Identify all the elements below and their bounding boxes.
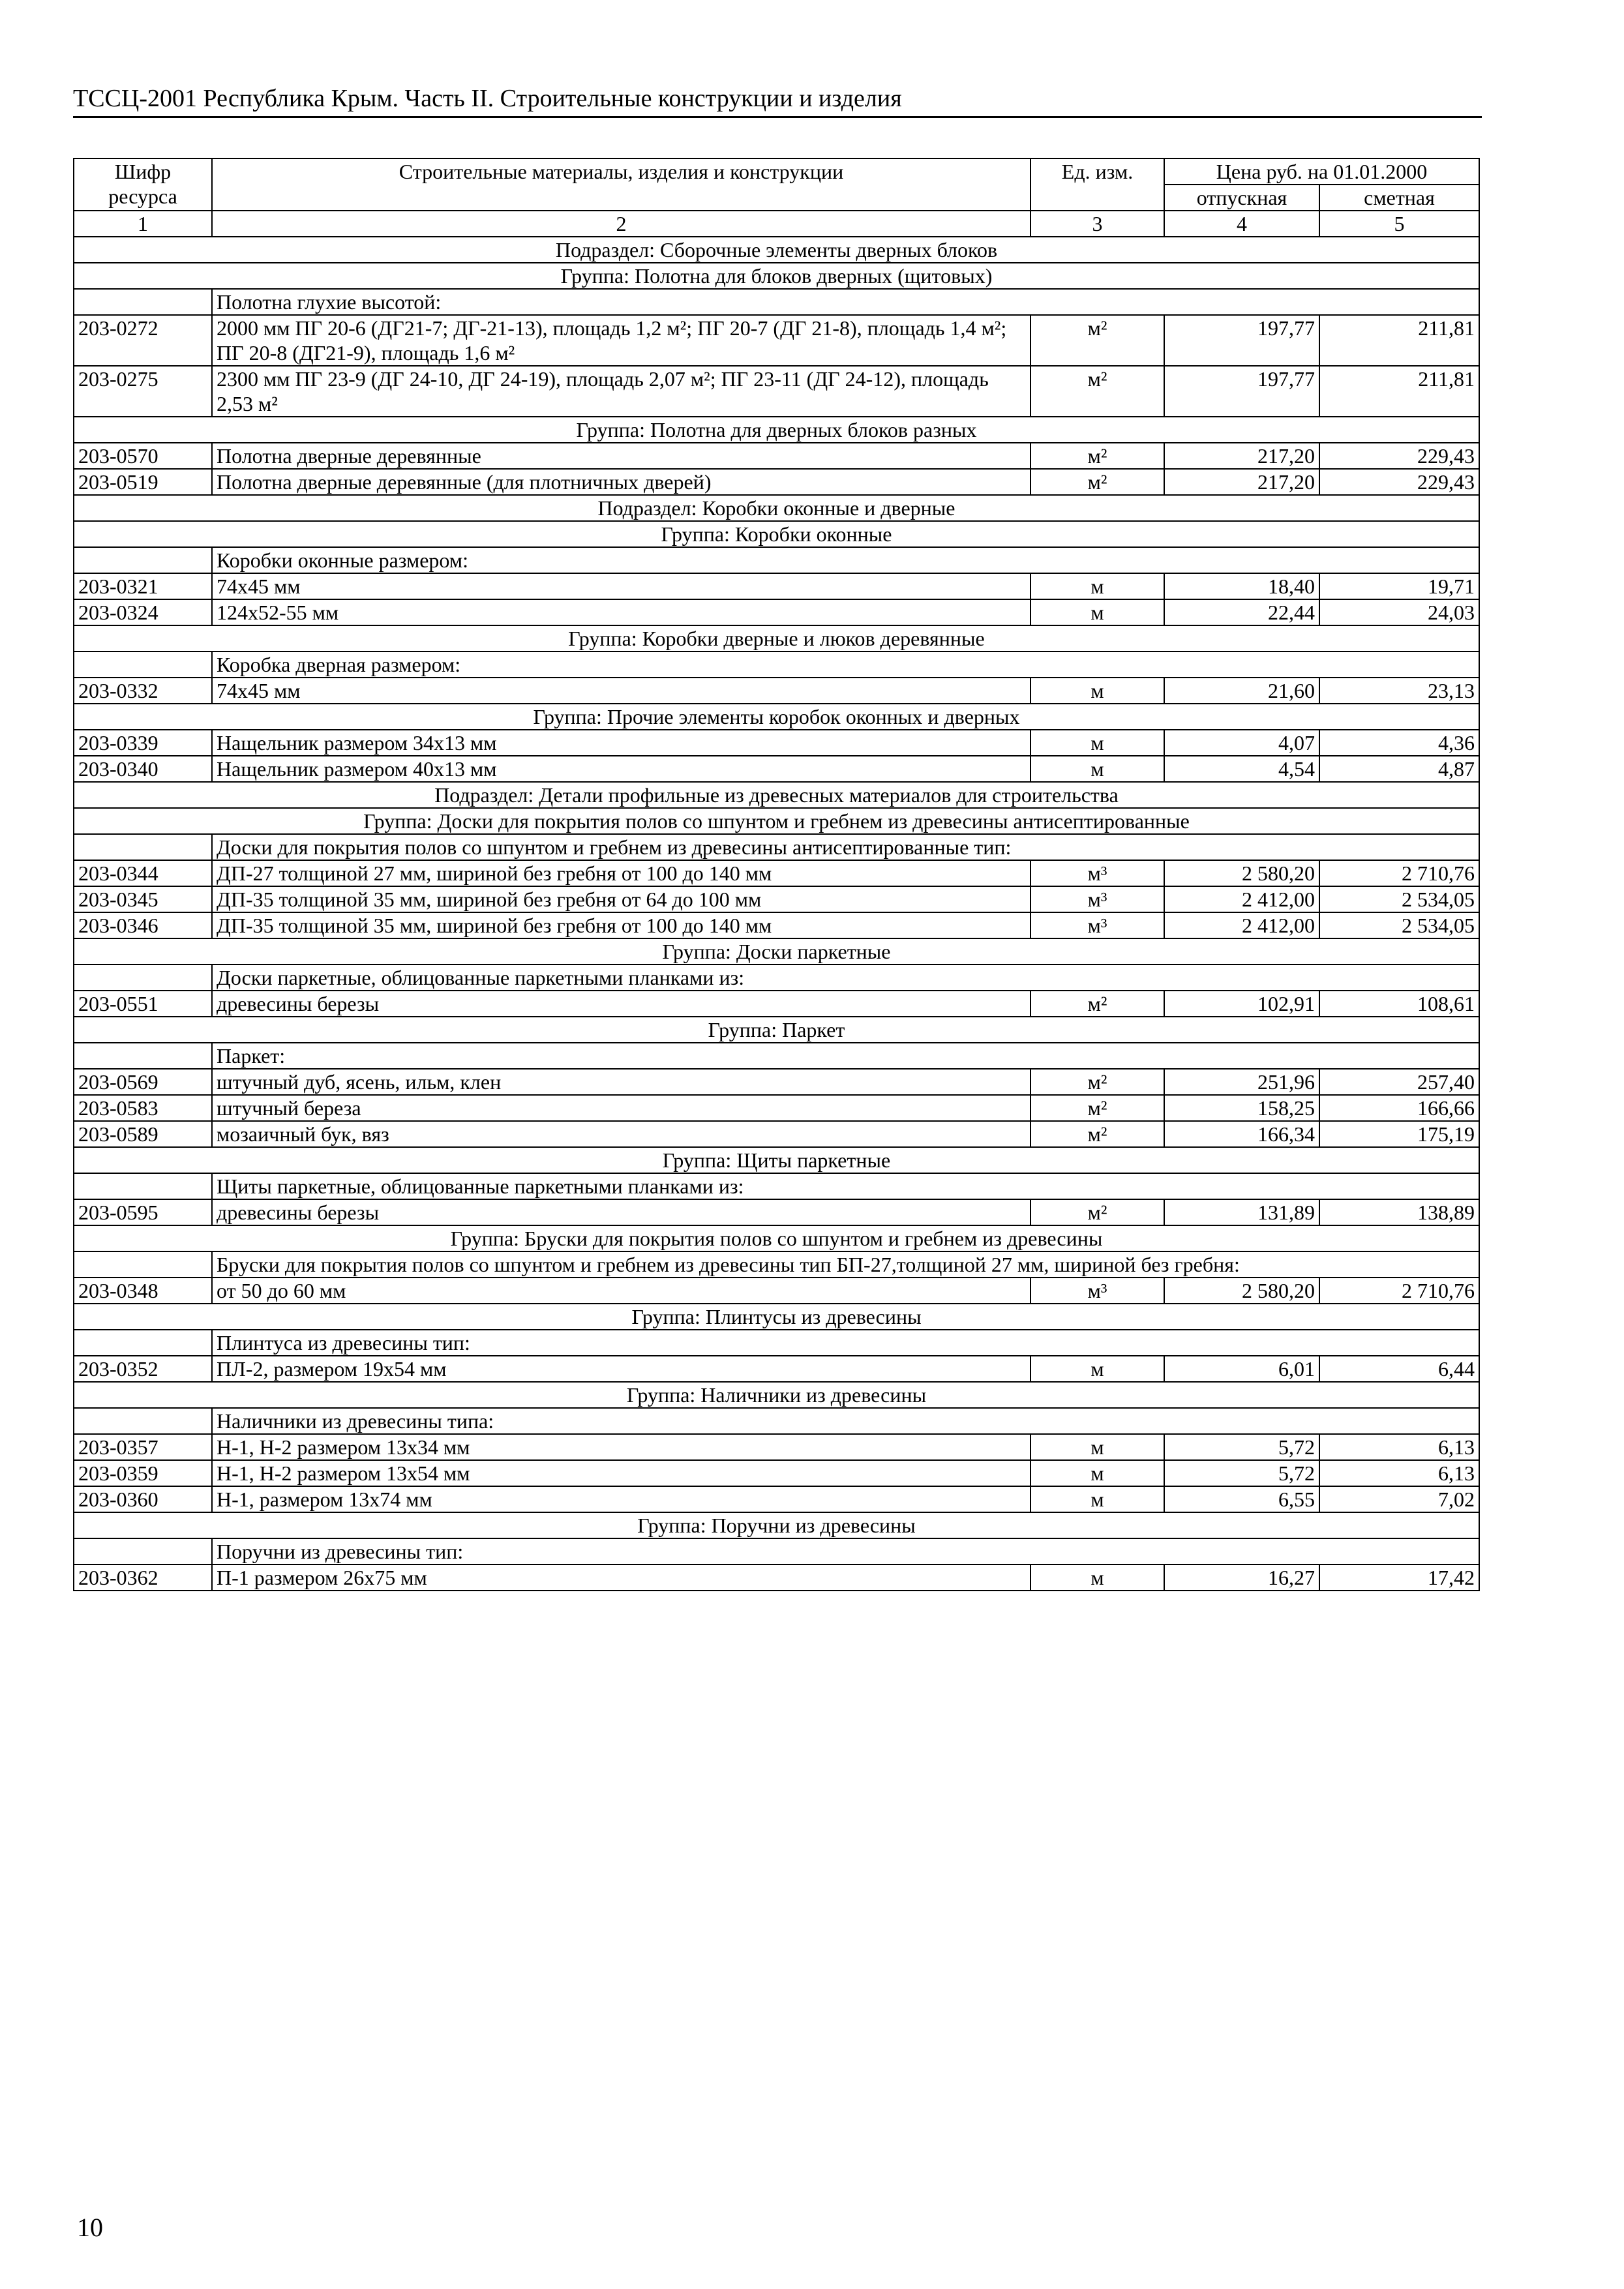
group-row — [74, 417, 1479, 443]
table-row — [74, 1486, 1479, 1512]
item-name: 2000 мм ПГ 20-6 (ДГ21-7; ДГ-21-13), площадь 1,2 м²; ПГ 20-7 (ДГ 21-8), площадь 1,4 м²; ПГ 20-8 (ДГ21-9), площадь 1,6 м² — [212, 315, 1030, 366]
table-row — [74, 678, 1479, 704]
group-row — [74, 1304, 1479, 1330]
table-row — [74, 599, 1479, 625]
resource-code: 203-0348 — [74, 1278, 212, 1304]
group-title: Группа: Паркет — [74, 1017, 1479, 1043]
estimate-price: 23,13 — [1319, 678, 1479, 704]
intro-text: Плинтуса из древесины тип: — [212, 1330, 1479, 1356]
estimate-price: 19,71 — [1319, 573, 1479, 599]
page-header-title: ТССЦ-2001 Республика Крым. Часть II. Строительные конструкции и изделия — [73, 83, 1482, 118]
release-price: 217,20 — [1164, 443, 1319, 469]
intro-text: Коробка дверная размером: — [212, 651, 1479, 678]
table-row — [74, 1564, 1479, 1591]
table-row — [74, 756, 1479, 782]
column-number: 3 — [1030, 211, 1164, 237]
unit-cell: м² — [1030, 315, 1164, 366]
item-name: Н-1, размером 13х74 мм — [212, 1486, 1030, 1512]
estimate-price: 2 534,05 — [1319, 912, 1479, 938]
unit-cell: м² — [1030, 1121, 1164, 1147]
resource-code: 203-0360 — [74, 1486, 212, 1512]
subsection-title: Подраздел: Детали профильные из древесных материалов для строительства — [74, 782, 1479, 808]
item-name: древесины березы — [212, 1199, 1030, 1225]
group-row — [74, 1225, 1479, 1251]
resource-code: 203-0359 — [74, 1460, 212, 1486]
item-name: ДП-35 толщиной 35 мм, шириной без гребня от 64 до 100 мм — [212, 886, 1030, 912]
unit-cell: м³ — [1030, 886, 1164, 912]
resource-code: 203-0272 — [74, 315, 212, 366]
intro-text: Полотна глухие высотой: — [212, 289, 1479, 315]
resource-code: 203-0324 — [74, 599, 212, 625]
group-title: Группа: Коробки дверные и люков деревянные — [74, 625, 1479, 651]
estimate-price: 2 710,76 — [1319, 1278, 1479, 1304]
release-price: 166,34 — [1164, 1121, 1319, 1147]
estimate-price: 6,13 — [1319, 1434, 1479, 1460]
empty-code-cell — [74, 1408, 212, 1434]
group-title: Группа: Бруски для покрытия полов со шпунтом и гребнем из древесины — [74, 1225, 1479, 1251]
column-header-name: Строительные материалы, изделия и конструкции — [212, 158, 1030, 211]
item-name: П-1 размером 26х75 мм — [212, 1564, 1030, 1591]
unit-cell: м — [1030, 573, 1164, 599]
resource-code: 203-0352 — [74, 1356, 212, 1382]
resource-code: 203-0344 — [74, 860, 212, 886]
group-row — [74, 938, 1479, 965]
subsection-row — [74, 782, 1479, 808]
release-price: 22,44 — [1164, 599, 1319, 625]
item-name: 124х52-55 мм — [212, 599, 1030, 625]
estimate-price: 211,81 — [1319, 366, 1479, 417]
column-header-code: Шифр ресурса — [74, 158, 212, 211]
item-name: Нащельник размером 34х13 мм — [212, 730, 1030, 756]
resource-code: 203-0519 — [74, 469, 212, 495]
table-row — [74, 860, 1479, 886]
release-price: 131,89 — [1164, 1199, 1319, 1225]
item-name: древесины березы — [212, 991, 1030, 1017]
estimate-price: 6,44 — [1319, 1356, 1479, 1382]
empty-code-cell — [74, 1043, 212, 1069]
estimate-price: 229,43 — [1319, 469, 1479, 495]
unit-cell: м — [1030, 1564, 1164, 1591]
intro-text: Доски для покрытия полов со шпунтом и гребнем из древесины антисептированные тип: — [212, 834, 1479, 860]
table-row — [74, 730, 1479, 756]
intro-row — [74, 1330, 1479, 1356]
resource-code: 203-0357 — [74, 1434, 212, 1460]
resource-code: 203-0595 — [74, 1199, 212, 1225]
intro-text: Коробки оконные размером: — [212, 547, 1479, 573]
group-row — [74, 704, 1479, 730]
group-title: Группа: Доски для покрытия полов со шпунтом и гребнем из древесины антисептированные — [74, 808, 1479, 834]
empty-code-cell — [74, 289, 212, 315]
unit-cell: м — [1030, 1486, 1164, 1512]
unit-cell: м² — [1030, 1069, 1164, 1095]
unit-cell: м — [1030, 756, 1164, 782]
table-row — [74, 469, 1479, 495]
release-price: 2 580,20 — [1164, 1278, 1319, 1304]
group-title: Группа: Щиты паркетные — [74, 1147, 1479, 1173]
unit-cell: м³ — [1030, 1278, 1164, 1304]
group-title: Группа: Полотна для блоков дверных (щитовых) — [74, 263, 1479, 289]
release-price: 5,72 — [1164, 1434, 1319, 1460]
release-price: 158,25 — [1164, 1095, 1319, 1121]
intro-row — [74, 651, 1479, 678]
table-row — [74, 315, 1479, 366]
unit-cell: м — [1030, 730, 1164, 756]
group-row — [74, 1512, 1479, 1538]
group-title: Группа: Поручни из древесины — [74, 1512, 1479, 1538]
release-price: 251,96 — [1164, 1069, 1319, 1095]
page-number: 10 — [77, 2213, 103, 2242]
item-name: Н-1, Н-2 размером 13х34 мм — [212, 1434, 1030, 1460]
table-row — [74, 1356, 1479, 1382]
release-price: 18,40 — [1164, 573, 1319, 599]
release-price: 6,01 — [1164, 1356, 1319, 1382]
item-name: Полотна дверные деревянные — [212, 443, 1030, 469]
table-body — [74, 237, 1479, 1591]
intro-row — [74, 965, 1479, 991]
item-name: Полотна дверные деревянные (для плотничных дверей) — [212, 469, 1030, 495]
intro-text: Щиты паркетные, облицованные паркетными планками из: — [212, 1173, 1479, 1199]
unit-cell: м — [1030, 599, 1164, 625]
resource-code: 203-0346 — [74, 912, 212, 938]
unit-cell: м² — [1030, 1199, 1164, 1225]
intro-row — [74, 1538, 1479, 1564]
table-row — [74, 443, 1479, 469]
item-name: от 50 до 60 мм — [212, 1278, 1030, 1304]
item-name: штучный береза — [212, 1095, 1030, 1121]
item-name: Нащельник размером 40х13 мм — [212, 756, 1030, 782]
estimate-price: 138,89 — [1319, 1199, 1479, 1225]
estimate-price: 108,61 — [1319, 991, 1479, 1017]
item-name: мозаичный бук, вяз — [212, 1121, 1030, 1147]
item-name: штучный дуб, ясень, ильм, клен — [212, 1069, 1030, 1095]
unit-cell: м² — [1030, 991, 1164, 1017]
group-row — [74, 1017, 1479, 1043]
group-row — [74, 1147, 1479, 1173]
estimate-price: 4,36 — [1319, 730, 1479, 756]
table-row — [74, 1199, 1479, 1225]
release-price: 102,91 — [1164, 991, 1319, 1017]
group-row — [74, 625, 1479, 651]
estimate-price: 211,81 — [1319, 315, 1479, 366]
unit-cell: м — [1030, 1434, 1164, 1460]
item-name: 74х45 мм — [212, 678, 1030, 704]
intro-row — [74, 834, 1479, 860]
release-price: 16,27 — [1164, 1564, 1319, 1591]
resource-code: 203-0362 — [74, 1564, 212, 1591]
release-price: 4,54 — [1164, 756, 1319, 782]
group-title: Группа: Коробки оконные — [74, 521, 1479, 547]
price-table — [73, 158, 1480, 1591]
unit-cell: м² — [1030, 366, 1164, 417]
item-name: ПЛ-2, размером 19х54 мм — [212, 1356, 1030, 1382]
unit-cell: м — [1030, 1460, 1164, 1486]
estimate-price: 2 534,05 — [1319, 886, 1479, 912]
resource-code: 203-0340 — [74, 756, 212, 782]
release-price: 5,72 — [1164, 1460, 1319, 1486]
resource-code: 203-0551 — [74, 991, 212, 1017]
intro-text: Доски паркетные, облицованные паркетными планками из: — [212, 965, 1479, 991]
group-row — [74, 263, 1479, 289]
intro-text: Поручни из древесины тип: — [212, 1538, 1479, 1564]
table-header-row — [74, 158, 1479, 185]
intro-text: Наличники из древесины типа: — [212, 1408, 1479, 1434]
estimate-price: 166,66 — [1319, 1095, 1479, 1121]
release-price: 2 580,20 — [1164, 860, 1319, 886]
table-row — [74, 991, 1479, 1017]
empty-code-cell — [74, 834, 212, 860]
resource-code: 203-0275 — [74, 366, 212, 417]
intro-text: Паркет: — [212, 1043, 1479, 1069]
column-number: 4 — [1164, 211, 1319, 237]
estimate-price: 6,13 — [1319, 1460, 1479, 1486]
table-row — [74, 1069, 1479, 1095]
table-row — [74, 1121, 1479, 1147]
unit-cell: м — [1030, 678, 1164, 704]
column-number: 5 — [1319, 211, 1479, 237]
release-price: 4,07 — [1164, 730, 1319, 756]
unit-cell: м — [1030, 1356, 1164, 1382]
release-price: 2 412,00 — [1164, 886, 1319, 912]
unit-cell: м² — [1030, 1095, 1164, 1121]
estimate-price: 2 710,76 — [1319, 860, 1479, 886]
table-row — [74, 1434, 1479, 1460]
subsection-title: Подраздел: Коробки оконные и дверные — [74, 495, 1479, 521]
group-title: Группа: Прочие элементы коробок оконных и дверных — [74, 704, 1479, 730]
estimate-price: 7,02 — [1319, 1486, 1479, 1512]
table-row — [74, 1278, 1479, 1304]
release-price: 197,77 — [1164, 366, 1319, 417]
estimate-price: 257,40 — [1319, 1069, 1479, 1095]
estimate-price: 17,42 — [1319, 1564, 1479, 1591]
subsection-row — [74, 495, 1479, 521]
column-header-estimate-price: сметная — [1319, 185, 1479, 211]
group-row — [74, 521, 1479, 547]
resource-code: 203-0345 — [74, 886, 212, 912]
column-number: 2 — [212, 211, 1030, 237]
empty-code-cell — [74, 965, 212, 991]
intro-text: Бруски для покрытия полов со шпунтом и гребнем из древесины тип БП-27,толщиной 27 мм, шириной без гребня: — [212, 1251, 1479, 1278]
release-price: 21,60 — [1164, 678, 1319, 704]
intro-row — [74, 547, 1479, 573]
group-row — [74, 1382, 1479, 1408]
resource-code: 203-0583 — [74, 1095, 212, 1121]
table-row — [74, 912, 1479, 938]
estimate-price: 175,19 — [1319, 1121, 1479, 1147]
intro-row — [74, 1043, 1479, 1069]
release-price: 217,20 — [1164, 469, 1319, 495]
intro-row — [74, 1408, 1479, 1434]
table-row — [74, 366, 1479, 417]
column-number: 1 — [74, 211, 212, 237]
unit-cell: м² — [1030, 443, 1164, 469]
group-title: Группа: Наличники из древесины — [74, 1382, 1479, 1408]
column-header-price: Цена руб. на 01.01.2000 — [1164, 158, 1479, 185]
estimate-price: 24,03 — [1319, 599, 1479, 625]
empty-code-cell — [74, 1330, 212, 1356]
column-header-release-price: отпускная — [1164, 185, 1319, 211]
group-title: Группа: Доски паркетные — [74, 938, 1479, 965]
release-price: 2 412,00 — [1164, 912, 1319, 938]
empty-code-cell — [74, 1251, 212, 1278]
table-row — [74, 1460, 1479, 1486]
column-number-row — [74, 211, 1479, 237]
column-header-unit: Ед. изм. — [1030, 158, 1164, 211]
unit-cell: м³ — [1030, 912, 1164, 938]
resource-code: 203-0321 — [74, 573, 212, 599]
unit-cell: м² — [1030, 469, 1164, 495]
item-name: ДП-27 толщиной 27 мм, шириной без гребня от 100 до 140 мм — [212, 860, 1030, 886]
intro-row — [74, 289, 1479, 315]
table-row — [74, 1095, 1479, 1121]
release-price: 6,55 — [1164, 1486, 1319, 1512]
group-title: Группа: Полотна для дверных блоков разных — [74, 417, 1479, 443]
item-name: 74х45 мм — [212, 573, 1030, 599]
resource-code: 203-0569 — [74, 1069, 212, 1095]
resource-code: 203-0339 — [74, 730, 212, 756]
group-row — [74, 808, 1479, 834]
subsection-title: Подраздел: Сборочные элементы дверных блоков — [74, 237, 1479, 263]
item-name: Н-1, Н-2 размером 13х54 мм — [212, 1460, 1030, 1486]
table-row — [74, 886, 1479, 912]
unit-cell: м³ — [1030, 860, 1164, 886]
estimate-price: 229,43 — [1319, 443, 1479, 469]
empty-code-cell — [74, 1173, 212, 1199]
empty-code-cell — [74, 651, 212, 678]
item-name: ДП-35 толщиной 35 мм, шириной без гребня от 100 до 140 мм — [212, 912, 1030, 938]
empty-code-cell — [74, 547, 212, 573]
resource-code: 203-0589 — [74, 1121, 212, 1147]
resource-code: 203-0570 — [74, 443, 212, 469]
group-title: Группа: Плинтусы из древесины — [74, 1304, 1479, 1330]
estimate-price: 4,87 — [1319, 756, 1479, 782]
table-row — [74, 573, 1479, 599]
item-name: 2300 мм ПГ 23-9 (ДГ 24-10, ДГ 24-19), площадь 2,07 м²; ПГ 23-11 (ДГ 24-12), площадь 2,53 м² — [212, 366, 1030, 417]
intro-row — [74, 1173, 1479, 1199]
resource-code: 203-0332 — [74, 678, 212, 704]
intro-row — [74, 1251, 1479, 1278]
subsection-row — [74, 237, 1479, 263]
empty-code-cell — [74, 1538, 212, 1564]
release-price: 197,77 — [1164, 315, 1319, 366]
